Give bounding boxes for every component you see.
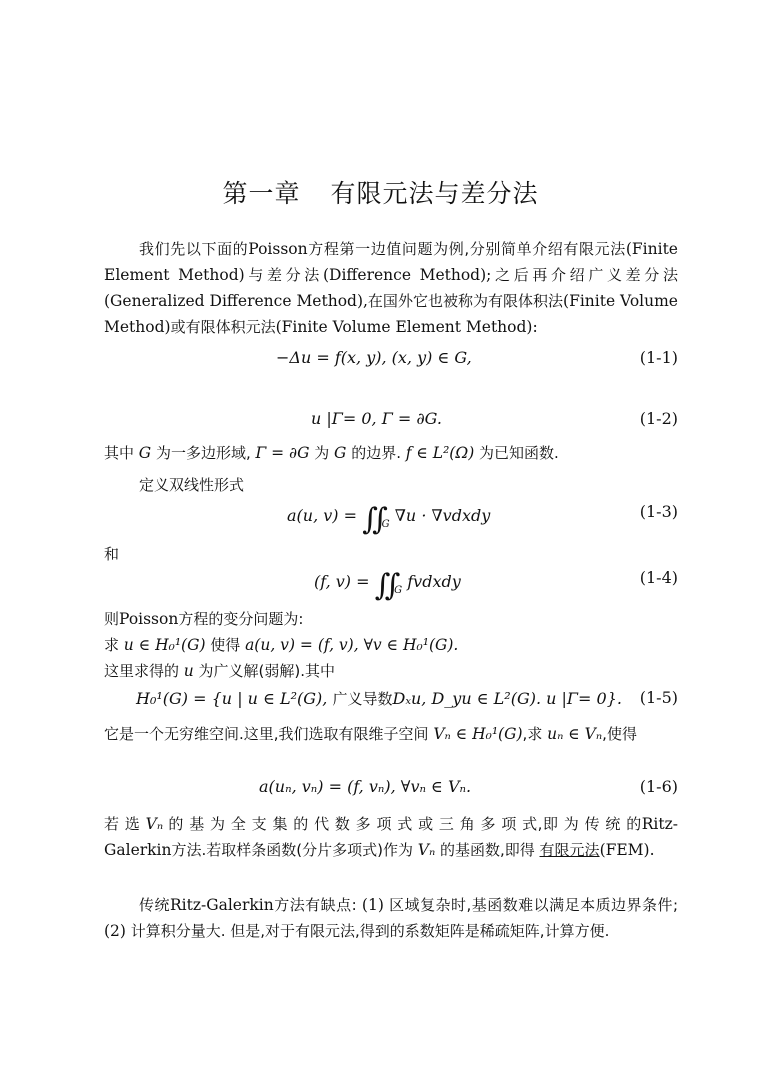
equation-1-6: [104, 777, 678, 805]
equation-number: (1-6): [639, 777, 678, 796]
chapter-label: 第一章: [222, 179, 301, 208]
chapter-title: [0, 174, 761, 210]
and-line: 和: [104, 545, 120, 563]
equation-number: (1-5): [639, 688, 678, 707]
equation-number: (1-3): [639, 502, 678, 521]
equation-body: H₀¹(G) = {u | u ∈ L²(G), 广义导数Dₓu, D_yu ∈ L²(G). u |Γ= 0}.: [136, 689, 622, 708]
intro-paragraph: 我们先以下面的Poisson方程第一边值问题为例,分别简单介绍有限元法(Finite Element Method)与差分法(Difference Method);之后再介绍广义差分法(Generalized Difference Method),在国外它也被称为有限体积法(Finite Volume Method)或有限体积元法(Finite Volume Element Method):: [104, 240, 678, 336]
equation-1-3: [104, 502, 678, 537]
chapter-name: 有限元法与差分法: [330, 179, 539, 208]
equation-1-4: [104, 568, 678, 603]
equation-body: (f, $v) = ∬_G$ fvdxdy: [314, 568, 461, 603]
equation-1-2: [104, 409, 678, 437]
subspace-paragraph: 它是一个无穷维空间.这里,我们选取有限维子空间 Vₙ ∈ H₀¹(G),求 uₙ ∈ Vₙ,使得: [104, 725, 637, 743]
equation-number: (1-4): [639, 568, 678, 587]
equation-body: u |Γ= 0, Γ = ∂G.: [311, 409, 442, 428]
bilinear-definition: 定义双线性形式: [139, 476, 245, 494]
fem-term: 有限元法: [539, 841, 600, 859]
equation-1-5: [104, 688, 678, 716]
equation-number: (1-1): [639, 348, 678, 367]
ritz-galerkin-paragraph: 若 选 Vₙ 的 基 为 全 支 集 的 代 数 多 项 式 或 三 角 多 项 式,即 为 传 统 的Ritz-Galerkin方法.若取样条函数(分片多项式)作为 Vₙ 的基函数,即得 有限元法(FEM).: [104, 815, 678, 859]
equation-body: −Δu = f(x, y), (x, y) ∈ G,: [276, 348, 472, 367]
equation-number: (1-2): [639, 409, 678, 428]
drawbacks-paragraph: 传统Ritz-Galerkin方法有缺点: (1) 区域复杂时,基函数难以满足本质边界条件;(2) 计算积分量大. 但是,对于有限元法,得到的系数矩阵是稀疏矩阵,计算方便.: [104, 896, 679, 940]
boundary-description: 其中 G 为一多边形域, Γ = ∂G 为 G 的边界. f ∈ L²(Ω) 为已知函数.: [104, 444, 559, 462]
variational-problem-line: 则Poisson方程的变分问题为:: [104, 610, 304, 628]
equation-body: a(uₙ, vₙ) = (f, vₙ), ∀vₙ ∈ Vₙ.: [259, 777, 472, 796]
equation-body: a(u, $v) = ∬_G$ ∇u · ∇vdxdy: [287, 502, 491, 537]
equation-1-1: [104, 348, 678, 376]
find-u-line: 求 u ∈ H₀¹(G) 使得 a(u, v) = (f, v), ∀v ∈ H₀¹(G).: [104, 636, 459, 654]
weak-solution-line: 这里求得的 u 为广义解(弱解).其中: [104, 662, 336, 680]
